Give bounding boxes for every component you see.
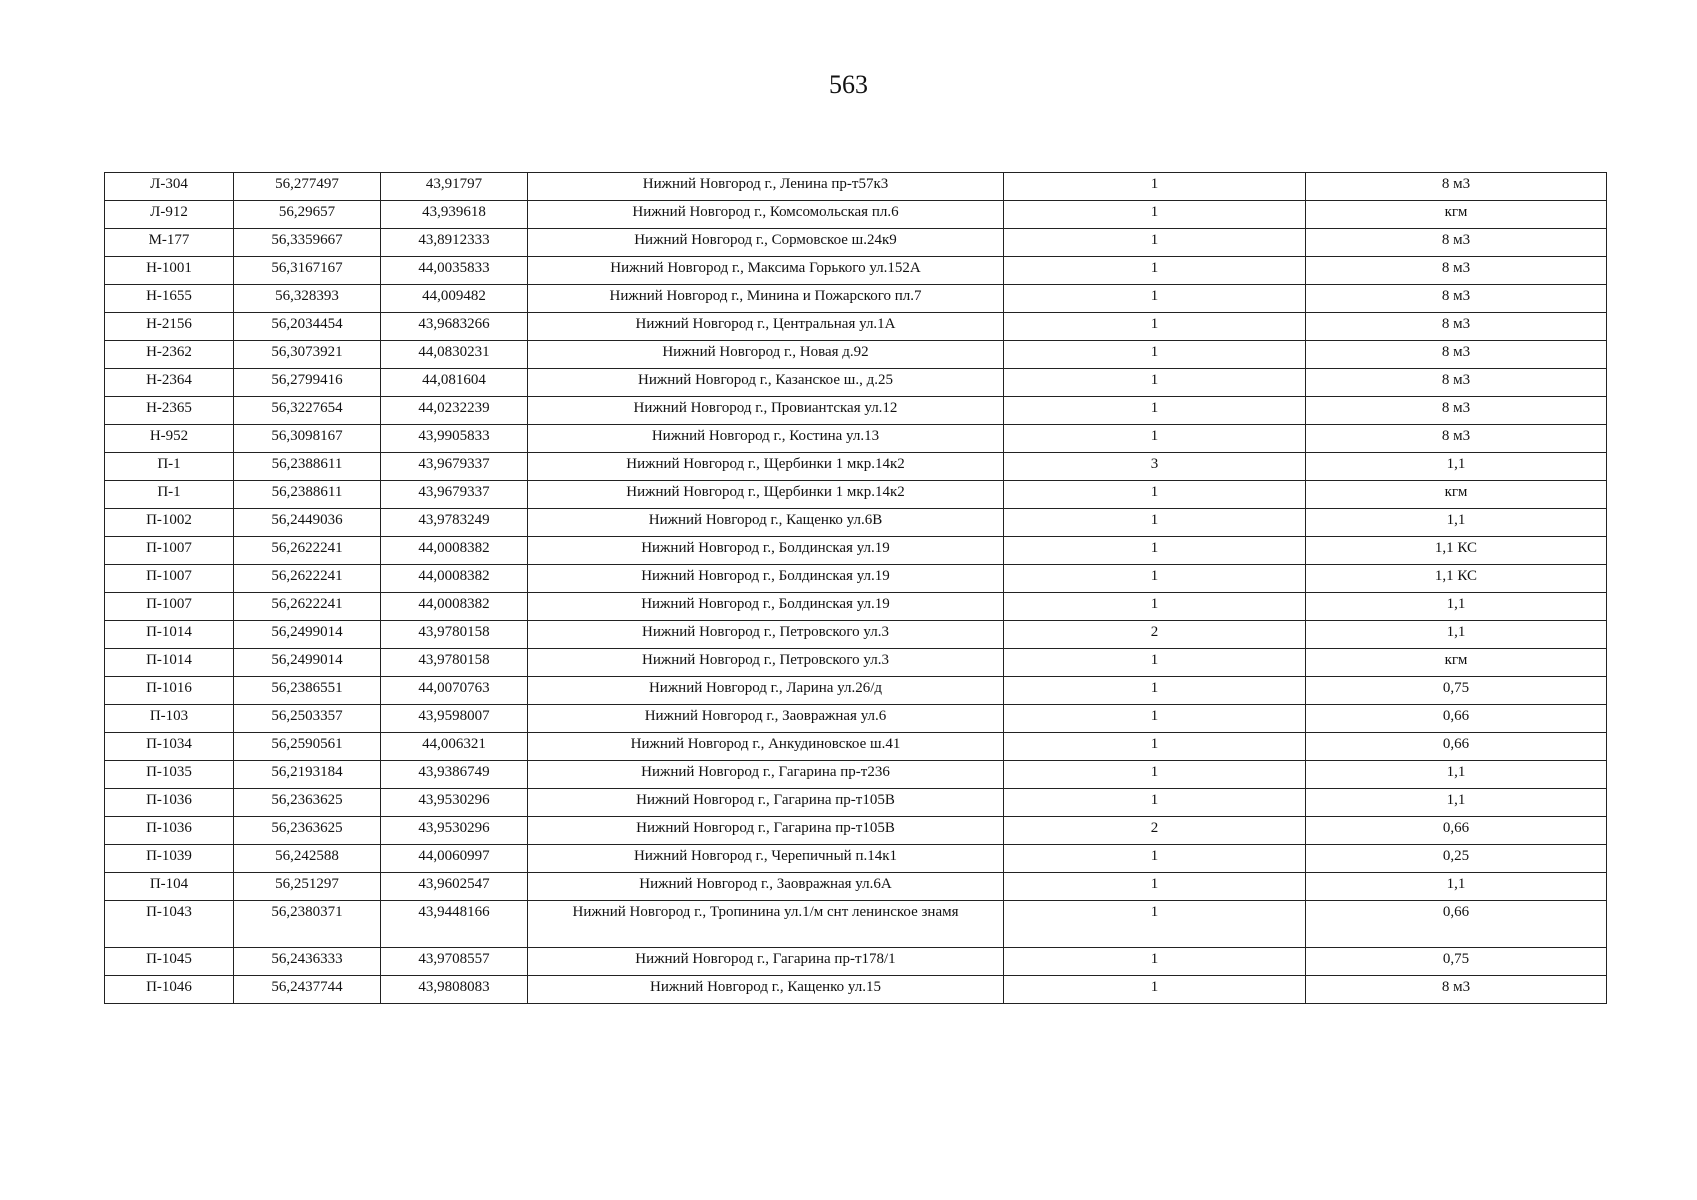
cell-latitude: 56,29657 [234, 201, 381, 229]
table-row [105, 257, 1607, 285]
cell-latitude: 56,3227654 [234, 397, 381, 425]
cell-address: Нижний Новгород г., Костина ул.13 [528, 425, 1004, 453]
cell-address: Нижний Новгород г., Максима Горького ул.152А [528, 257, 1004, 285]
cell-volume: 8 м3 [1306, 173, 1607, 201]
cell-count: 1 [1004, 649, 1306, 677]
cell-address: Нижний Новгород г., Минина и Пожарского пл.7 [528, 285, 1004, 313]
cell-site-id: П-1016 [105, 677, 234, 705]
cell-address: Нижний Новгород г., Сормовское ш.24к9 [528, 229, 1004, 257]
cell-latitude: 56,2590561 [234, 733, 381, 761]
cell-latitude: 56,3359667 [234, 229, 381, 257]
table-row [105, 201, 1607, 229]
cell-count: 1 [1004, 425, 1306, 453]
cell-latitude: 56,2622241 [234, 537, 381, 565]
cell-address: Нижний Новгород г., Петровского ул.3 [528, 649, 1004, 677]
cell-count: 1 [1004, 845, 1306, 873]
cell-latitude: 56,2363625 [234, 789, 381, 817]
cell-longitude: 43,9780158 [381, 649, 528, 677]
cell-site-id: П-1036 [105, 789, 234, 817]
cell-latitude: 56,3073921 [234, 341, 381, 369]
cell-volume: 1,1 КС [1306, 565, 1607, 593]
cell-count: 1 [1004, 201, 1306, 229]
cell-volume: 0,66 [1306, 817, 1607, 845]
cell-address: Нижний Новгород г., Кащенко ул.15 [528, 976, 1004, 1004]
table-row [105, 789, 1607, 817]
cell-latitude: 56,2622241 [234, 593, 381, 621]
cell-volume: 0,66 [1306, 901, 1607, 948]
cell-site-id: Н-2362 [105, 341, 234, 369]
table-row [105, 845, 1607, 873]
cell-count: 1 [1004, 313, 1306, 341]
cell-latitude: 56,2449036 [234, 509, 381, 537]
cell-count: 1 [1004, 901, 1306, 948]
cell-longitude: 43,9708557 [381, 948, 528, 976]
cell-count: 1 [1004, 173, 1306, 201]
cell-site-id: П-1045 [105, 948, 234, 976]
cell-site-id: Н-2156 [105, 313, 234, 341]
table-row [105, 397, 1607, 425]
cell-count: 1 [1004, 677, 1306, 705]
cell-address: Нижний Новгород г., Ларина ул.26/д [528, 677, 1004, 705]
table-row [105, 229, 1607, 257]
cell-count: 1 [1004, 976, 1306, 1004]
cell-address: Нижний Новгород г., Черепичный п.14к1 [528, 845, 1004, 873]
cell-site-id: Н-2364 [105, 369, 234, 397]
cell-volume: 8 м3 [1306, 341, 1607, 369]
cell-volume: 1,1 [1306, 789, 1607, 817]
cell-volume: 0,66 [1306, 733, 1607, 761]
cell-longitude: 43,9783249 [381, 509, 528, 537]
cell-count: 1 [1004, 948, 1306, 976]
cell-volume: 8 м3 [1306, 257, 1607, 285]
cell-volume: кгм [1306, 481, 1607, 509]
cell-count: 3 [1004, 453, 1306, 481]
cell-latitude: 56,2388611 [234, 481, 381, 509]
cell-longitude: 44,006321 [381, 733, 528, 761]
cell-latitude: 56,277497 [234, 173, 381, 201]
cell-address: Нижний Новгород г., Кащенко ул.6В [528, 509, 1004, 537]
cell-volume: 8 м3 [1306, 313, 1607, 341]
cell-volume: 1,1 [1306, 761, 1607, 789]
cell-volume: 0,66 [1306, 705, 1607, 733]
cell-latitude: 56,2437744 [234, 976, 381, 1004]
cell-site-id: П-1007 [105, 537, 234, 565]
cell-address: Нижний Новгород г., Заовражная ул.6 [528, 705, 1004, 733]
cell-longitude: 43,939618 [381, 201, 528, 229]
cell-address: Нижний Новгород г., Новая д.92 [528, 341, 1004, 369]
table-row [105, 425, 1607, 453]
cell-address: Нижний Новгород г., Болдинская ул.19 [528, 593, 1004, 621]
cell-address: Нижний Новгород г., Щербинки 1 мкр.14к2 [528, 453, 1004, 481]
cell-site-id: Н-2365 [105, 397, 234, 425]
cell-latitude: 56,3167167 [234, 257, 381, 285]
table-row [105, 621, 1607, 649]
cell-site-id: Н-1001 [105, 257, 234, 285]
cell-address: Нижний Новгород г., Тропинина ул.1/м снт ленинское знамя [528, 901, 1004, 948]
cell-site-id: П-1014 [105, 649, 234, 677]
cell-count: 1 [1004, 873, 1306, 901]
table-row [105, 369, 1607, 397]
cell-longitude: 43,9679337 [381, 453, 528, 481]
cell-count: 1 [1004, 565, 1306, 593]
cell-longitude: 44,009482 [381, 285, 528, 313]
cell-volume: 8 м3 [1306, 369, 1607, 397]
cell-address: Нижний Новгород г., Ленина пр-т57к3 [528, 173, 1004, 201]
cell-count: 2 [1004, 621, 1306, 649]
cell-latitude: 56,328393 [234, 285, 381, 313]
cell-volume: 1,1 [1306, 593, 1607, 621]
cell-site-id: Н-1655 [105, 285, 234, 313]
cell-volume: 0,25 [1306, 845, 1607, 873]
table-row [105, 948, 1607, 976]
cell-address: Нижний Новгород г., Щербинки 1 мкр.14к2 [528, 481, 1004, 509]
cell-longitude: 43,9598007 [381, 705, 528, 733]
cell-count: 1 [1004, 481, 1306, 509]
table-row [105, 481, 1607, 509]
table-row [105, 873, 1607, 901]
cell-volume: кгм [1306, 649, 1607, 677]
cell-count: 1 [1004, 257, 1306, 285]
cell-volume: 0,75 [1306, 677, 1607, 705]
table-row [105, 593, 1607, 621]
cell-volume: 8 м3 [1306, 229, 1607, 257]
cell-address: Нижний Новгород г., Комсомольская пл.6 [528, 201, 1004, 229]
cell-longitude: 43,91797 [381, 173, 528, 201]
cell-count: 2 [1004, 817, 1306, 845]
cell-count: 1 [1004, 229, 1306, 257]
table-row [105, 565, 1607, 593]
cell-longitude: 43,9808083 [381, 976, 528, 1004]
cell-longitude: 43,9683266 [381, 313, 528, 341]
cell-site-id: П-1 [105, 481, 234, 509]
cell-count: 1 [1004, 537, 1306, 565]
cell-latitude: 56,2034454 [234, 313, 381, 341]
cell-latitude: 56,2503357 [234, 705, 381, 733]
table-row [105, 976, 1607, 1004]
cell-site-id: П-104 [105, 873, 234, 901]
cell-latitude: 56,2499014 [234, 649, 381, 677]
table-row [105, 509, 1607, 537]
cell-longitude: 43,9386749 [381, 761, 528, 789]
cell-longitude: 44,0008382 [381, 565, 528, 593]
cell-latitude: 56,251297 [234, 873, 381, 901]
cell-latitude: 56,2193184 [234, 761, 381, 789]
table-row [105, 677, 1607, 705]
cell-latitude: 56,2386551 [234, 677, 381, 705]
cell-count: 1 [1004, 369, 1306, 397]
cell-volume: кгм [1306, 201, 1607, 229]
cell-address: Нижний Новгород г., Заовражная ул.6А [528, 873, 1004, 901]
cell-site-id: П-103 [105, 705, 234, 733]
page-number: 563 [829, 70, 868, 99]
cell-latitude: 56,2622241 [234, 565, 381, 593]
cell-site-id: П-1036 [105, 817, 234, 845]
cell-latitude: 56,2363625 [234, 817, 381, 845]
cell-volume: 1,1 [1306, 621, 1607, 649]
cell-site-id: П-1014 [105, 621, 234, 649]
cell-longitude: 43,9602547 [381, 873, 528, 901]
cell-count: 1 [1004, 285, 1306, 313]
cell-volume: 1,1 [1306, 453, 1607, 481]
cell-volume: 8 м3 [1306, 397, 1607, 425]
cell-longitude: 43,8912333 [381, 229, 528, 257]
cell-site-id: Н-952 [105, 425, 234, 453]
cell-longitude: 44,0008382 [381, 593, 528, 621]
cell-site-id: Л-912 [105, 201, 234, 229]
cell-volume: 8 м3 [1306, 425, 1607, 453]
cell-longitude: 43,9448166 [381, 901, 528, 948]
table-row [105, 341, 1607, 369]
cell-latitude: 56,2799416 [234, 369, 381, 397]
cell-longitude: 43,9780158 [381, 621, 528, 649]
cell-volume: 0,75 [1306, 948, 1607, 976]
cell-site-id: М-177 [105, 229, 234, 257]
cell-latitude: 56,2380371 [234, 901, 381, 948]
cell-longitude: 44,0232239 [381, 397, 528, 425]
cell-site-id: П-1046 [105, 976, 234, 1004]
cell-site-id: П-1 [105, 453, 234, 481]
cell-site-id: П-1039 [105, 845, 234, 873]
cell-longitude: 44,0070763 [381, 677, 528, 705]
cell-address: Нижний Новгород г., Болдинская ул.19 [528, 537, 1004, 565]
cell-volume: 8 м3 [1306, 976, 1607, 1004]
cell-site-id: П-1035 [105, 761, 234, 789]
cell-site-id: П-1002 [105, 509, 234, 537]
table-row [105, 313, 1607, 341]
cell-longitude: 43,9530296 [381, 789, 528, 817]
table-row [105, 817, 1607, 845]
cell-count: 1 [1004, 789, 1306, 817]
cell-longitude: 43,9905833 [381, 425, 528, 453]
cell-latitude: 56,2436333 [234, 948, 381, 976]
cell-longitude: 44,0008382 [381, 537, 528, 565]
cell-address: Нижний Новгород г., Болдинская ул.19 [528, 565, 1004, 593]
table-row [105, 901, 1607, 948]
cell-count: 1 [1004, 397, 1306, 425]
cell-count: 1 [1004, 705, 1306, 733]
cell-address: Нижний Новгород г., Петровского ул.3 [528, 621, 1004, 649]
cell-site-id: П-1043 [105, 901, 234, 948]
cell-count: 1 [1004, 509, 1306, 537]
cell-site-id: П-1007 [105, 593, 234, 621]
table-row [105, 761, 1607, 789]
cell-address: Нижний Новгород г., Казанское ш., д.25 [528, 369, 1004, 397]
cell-longitude: 43,9679337 [381, 481, 528, 509]
cell-latitude: 56,3098167 [234, 425, 381, 453]
cell-count: 1 [1004, 761, 1306, 789]
cell-address: Нижний Новгород г., Гагарина пр-т105В [528, 817, 1004, 845]
table-row [105, 453, 1607, 481]
table-row [105, 649, 1607, 677]
cell-longitude: 44,0035833 [381, 257, 528, 285]
cell-volume: 1,1 [1306, 873, 1607, 901]
cell-address: Нижний Новгород г., Анкудиновское ш.41 [528, 733, 1004, 761]
cell-latitude: 56,2499014 [234, 621, 381, 649]
cell-volume: 8 м3 [1306, 285, 1607, 313]
cell-site-id: П-1034 [105, 733, 234, 761]
cell-count: 1 [1004, 593, 1306, 621]
cell-volume: 1,1 КС [1306, 537, 1607, 565]
cell-longitude: 43,9530296 [381, 817, 528, 845]
cell-latitude: 56,242588 [234, 845, 381, 873]
cell-volume: 1,1 [1306, 509, 1607, 537]
cell-site-id: П-1007 [105, 565, 234, 593]
cell-longitude: 44,081604 [381, 369, 528, 397]
cell-longitude: 44,0830231 [381, 341, 528, 369]
table-row [105, 537, 1607, 565]
cell-address: Нижний Новгород г., Провиантская ул.12 [528, 397, 1004, 425]
cell-address: Нижний Новгород г., Гагарина пр-т105В [528, 789, 1004, 817]
cell-address: Нижний Новгород г., Гагарина пр-т236 [528, 761, 1004, 789]
cell-count: 1 [1004, 733, 1306, 761]
containers-table [104, 172, 1607, 1004]
cell-longitude: 44,0060997 [381, 845, 528, 873]
table-body [105, 173, 1607, 1004]
table-row [105, 285, 1607, 313]
cell-count: 1 [1004, 341, 1306, 369]
table-row [105, 173, 1607, 201]
cell-address: Нижний Новгород г., Центральная ул.1А [528, 313, 1004, 341]
cell-site-id: Л-304 [105, 173, 234, 201]
table-row [105, 733, 1607, 761]
cell-address: Нижний Новгород г., Гагарина пр-т178/1 [528, 948, 1004, 976]
table-row [105, 705, 1607, 733]
cell-latitude: 56,2388611 [234, 453, 381, 481]
